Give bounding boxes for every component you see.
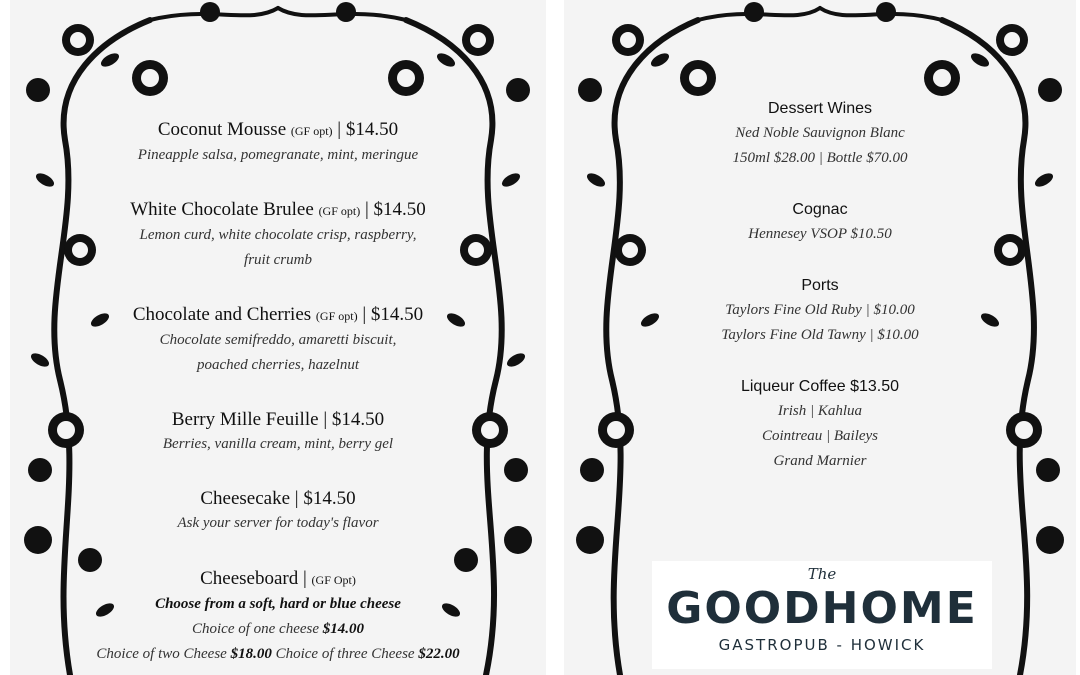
menu-item [10, 118, 546, 168]
item-description: Chocolate semifreddo, amaretti biscuit, [159, 332, 397, 348]
drinks-section [564, 274, 1076, 348]
section-line: Taylors Fine Old Ruby | $10.00 [725, 302, 915, 318]
drinks-section [564, 198, 1076, 247]
item-description: poached cherries, hazelnut [196, 357, 360, 373]
section-line: Grand Marnier [773, 453, 867, 469]
cheese-choice-note: Choose from a soft, hard or blue cheese [155, 596, 401, 612]
section-title: Dessert Wines [767, 100, 873, 117]
menu-item [10, 408, 546, 457]
item-description: fruit crumb [244, 252, 312, 268]
drinks-section [564, 97, 1076, 171]
item-title: Chocolate and Cherries (GF opt) | $14.50 [132, 304, 424, 325]
section-line: Cointreau | Baileys [761, 428, 879, 444]
menu-item [10, 198, 546, 273]
section-title: Liqueur Coffee $13.50 [740, 378, 900, 395]
item-title: Coconut Mousse (GF opt) | $14.50 [157, 119, 399, 140]
drinks-section [564, 375, 1076, 474]
section-title: Ports [801, 277, 839, 294]
logo-tagline: GASTROPUB - HOWICK [718, 636, 926, 654]
section-line: Ned Noble Sauvignon Blanc [735, 125, 905, 141]
item-description: Lemon curd, white chocolate crisp, raspberry, [139, 227, 417, 243]
section-title: Cognac [792, 201, 848, 218]
item-description: Berries, vanilla cream, mint, berry gel [162, 436, 394, 452]
dessert-menu-panel [10, 0, 546, 675]
section-line: Hennesey VSOP $10.50 [748, 226, 892, 242]
item-title: Cheesecake | $14.50 [200, 488, 356, 509]
menu-item [10, 303, 546, 378]
item-title: White Chocolate Brulee (GF opt) | $14.50 [130, 199, 426, 220]
section-line: Irish | Kahlua [777, 403, 863, 419]
item-description: Ask your server for today's flavor [177, 515, 379, 531]
menu-item [10, 487, 546, 536]
cheese-price-line: Choice of one cheese $14.00 [191, 621, 365, 637]
drinks-menu-panel [564, 0, 1076, 675]
section-line: Taylors Fine Old Tawny | $10.00 [721, 327, 919, 343]
cheeseboard-item [10, 567, 546, 667]
item-description: Pineapple salsa, pomegranate, mint, meringue [137, 147, 419, 163]
goodhome-logo [652, 561, 992, 669]
logo-name: GOODHOME [666, 583, 978, 634]
item-title: Berry Mille Feuille | $14.50 [171, 409, 385, 430]
logo-the: The [807, 565, 837, 583]
section-line: 150ml $28.00 | Bottle $70.00 [732, 150, 908, 166]
item-title: Cheeseboard | (GF Opt) [200, 568, 356, 589]
cheese-price-line: Choice of two Cheese $18.00 Choice of three Cheese $22.00 [96, 646, 460, 662]
